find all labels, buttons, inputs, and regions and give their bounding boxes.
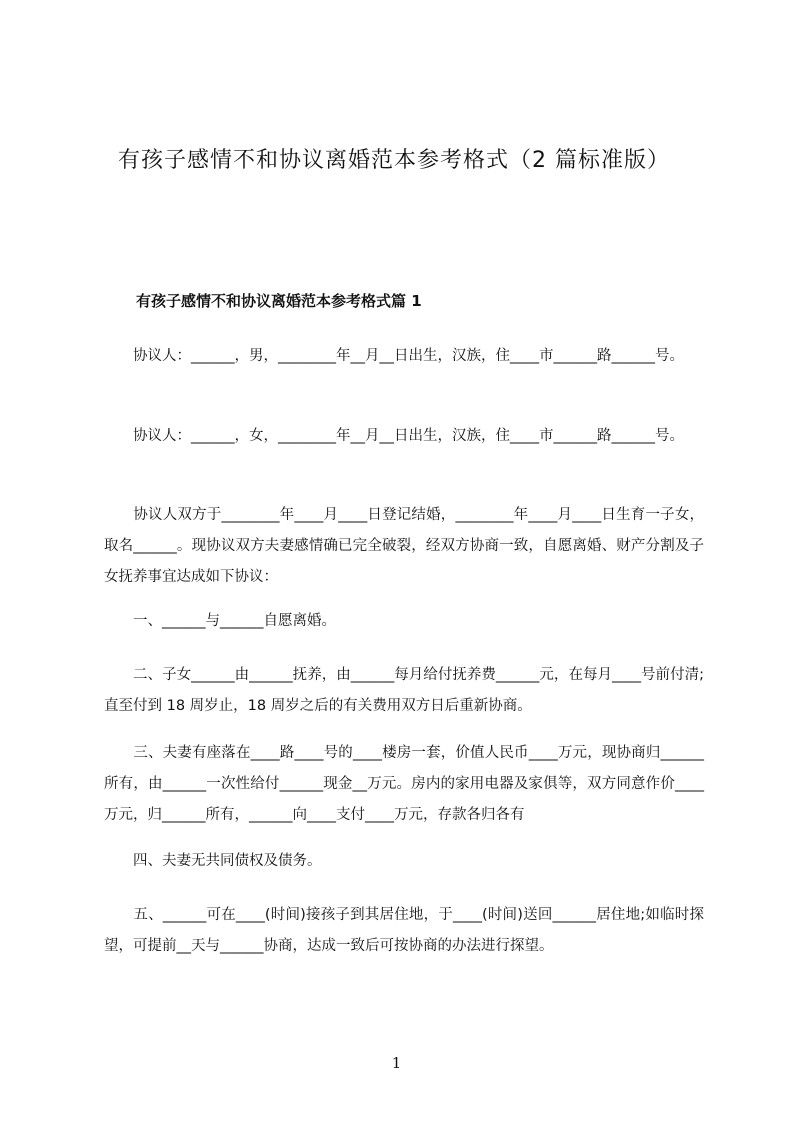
paragraph-clause-5: 五、______可在____(时间)接孩子到其居住地，于____(时间)送回______居住地;如临时探望，可提前__天与______协商，达成一致后可按协商的办法进行探望。 (104, 907, 704, 954)
section-title: 有孩子感情不和协议离婚范本参考格式篇 1 (136, 292, 422, 310)
paragraph-clause-1: 一、______与______自愿离婚。 (104, 613, 336, 629)
page-number: 1 (391, 1054, 402, 1072)
paragraph-party-female: 协议人：______，女，________年__月__日出生，汉族，住____市______路______号。 (104, 428, 684, 444)
document-title: 有孩子感情不和协议离婚范本参考格式（2 篇标准版） (118, 148, 670, 173)
paragraph-clause-2: 二、子女______由______抚养，由______每月给付抚养费______元，在每月____号前付清;直至付到 18 周岁止，18 周岁之后的有关费用双方日后重新协商。 (104, 667, 704, 714)
paragraph-marriage-info: 协议人双方于________年____月____日登记结婚，________年____月____日生育一子女，取名______。现协议双方夫妻感情确已完全破裂，经双方协商一致，自愿离婚、财产分割及子女抚养事宜达成如下协议： (104, 507, 704, 585)
paragraph-party-male: 协议人：______，男，________年__月__日出生，汉族，住____市______路______号。 (104, 348, 684, 364)
paragraph-clause-4: 四、夫妻无共同债权及债务。 (104, 853, 322, 869)
paragraph-clause-3: 三、夫妻有座落在____路____号的____楼房一套，价值人民币____万元，现协商归______所有，由______一次性给付______现金__万元。房内的家用电器及家俱等，双方同意作价____万元，归______所有，______向____支付____万元，存款各归各有 (104, 745, 704, 823)
